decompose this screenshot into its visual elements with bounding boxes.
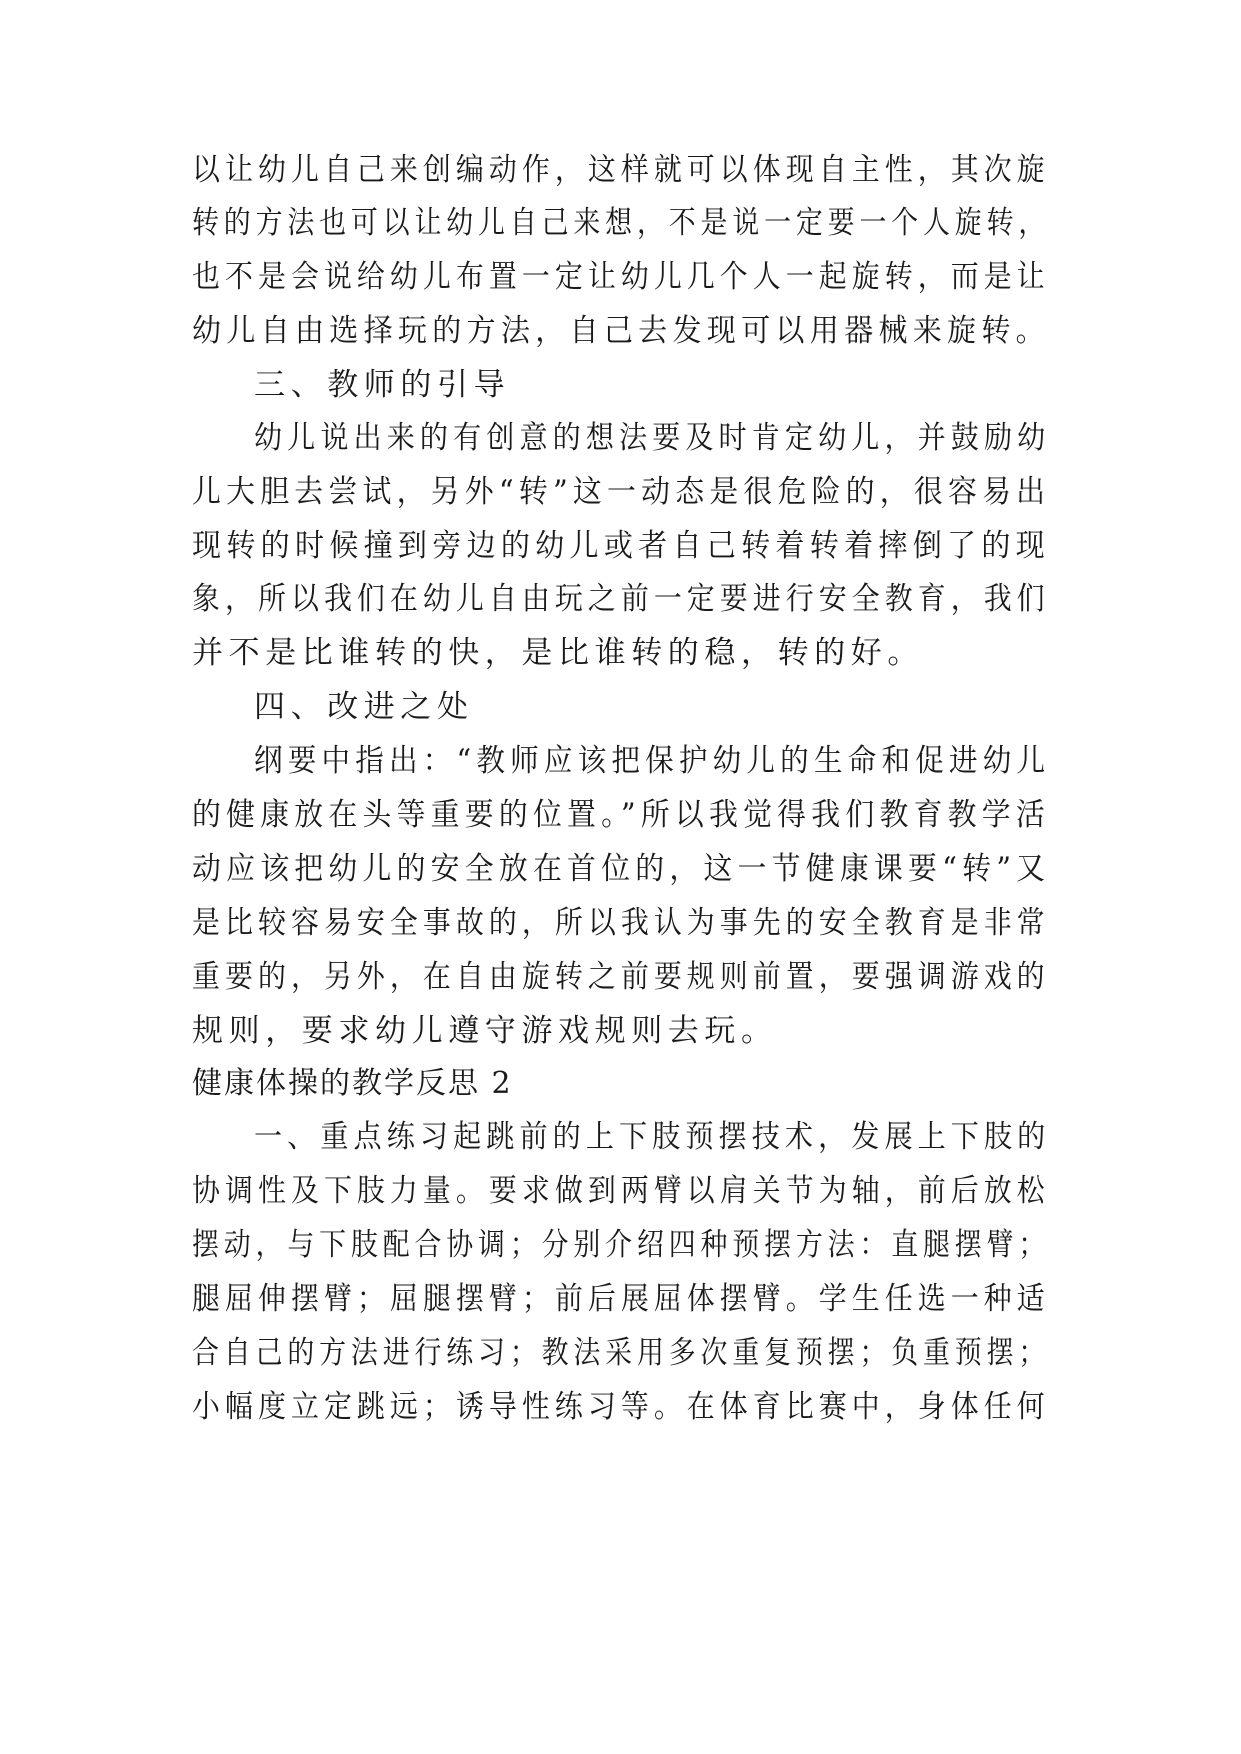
body-text-line: 的健康放在头等重要的位置。”所以我觉得我们教育教学活 <box>192 797 1050 833</box>
body-text-line: 一、重点练习起跳前的上下肢预摆技术，发展上下肢的 <box>254 1119 1051 1155</box>
body-text-line: 重要的，另外，在自由旋转之前要规则前置，要强调游戏的 <box>192 959 1050 995</box>
body-text-line: 合自己的方法进行练习；教法采用多次重复预摆；负重预摆； <box>192 1335 1051 1371</box>
body-text-line: 腿屈伸摆臂；屈腿摆臂；前后展屈体摆臂。学生任选一种适 <box>192 1281 1050 1317</box>
body-text-line: 儿大胆去尝试，另外“转”这一动态是很危险的，很容易出 <box>192 474 1051 510</box>
body-text-line: 动应该把幼儿的安全放在首位的，这一节健康课要“转”又 <box>192 851 1051 887</box>
body-text-line: 幼儿自由选择玩的方法，自己去发现可以用器械来旋转。 <box>192 313 1050 349</box>
body-text-line: 规则，要求幼儿遵守游戏规则去玩。 <box>192 1013 778 1049</box>
body-text-line: 是比较容易安全事故的，所以我认为事先的安全教育是非常 <box>192 905 1050 941</box>
body-text-line: 幼儿说出来的有创意的想法要及时肯定幼儿，并鼓励幼 <box>254 420 1051 456</box>
body-text-line: 转的方法也可以让幼儿自己来想，不是说一定要一个人旋转， <box>192 205 1051 241</box>
body-text-line: 象，所以我们在幼儿自由玩之前一定要进行安全教育，我们 <box>192 581 1050 617</box>
body-text-line: 纲要中指出：“教师应该把保护幼儿的生命和促进幼儿 <box>254 743 1051 779</box>
body-text-line: 也不是会说给幼儿布置一定让幼儿几个人一起旋转，而是让 <box>192 259 1050 295</box>
section-heading: 三、教师的引导 <box>254 367 511 403</box>
body-text-line: 现转的时候撞到旁边的幼儿或者自己转着转着摔倒了的现 <box>192 528 1050 564</box>
body-text-line: 并不是比谁转的快，是比谁转的稳，转的好。 <box>192 635 924 671</box>
article-title: 健康体操的教学反思 2 <box>192 1066 513 1101</box>
body-text-line: 协调性及下肢力量。要求做到两臂以肩关节为轴，前后放松 <box>192 1173 1050 1209</box>
section-heading: 四、改进之处 <box>254 689 474 725</box>
body-text-line: 小幅度立定跳远；诱导性练习等。在体育比赛中，身体任何 <box>192 1389 1050 1425</box>
body-text-line: 摆动，与下肢配合协调；分别介绍四种预摆方法：直腿摆臂； <box>192 1227 1051 1263</box>
body-text-line: 以让幼儿自己来创编动作，这样就可以体现自主性，其次旋 <box>192 152 1050 188</box>
